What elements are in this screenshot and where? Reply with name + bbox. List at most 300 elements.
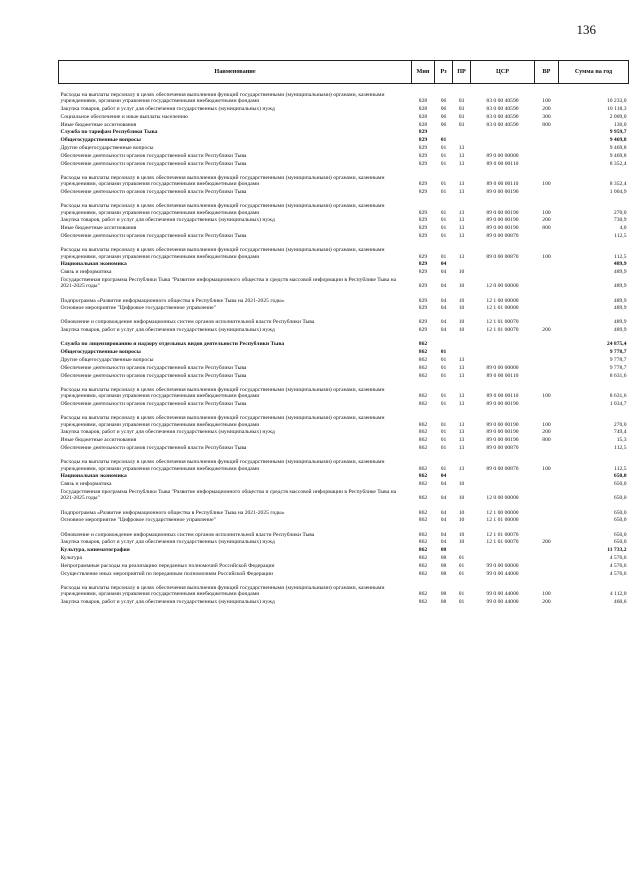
cell-name: Иные бюджетные ассигнования: [60, 225, 137, 232]
cell-rz: 04: [440, 327, 447, 334]
cell-name: Обеспечение деятельности органов государственной власти Республики Тыва: [60, 152, 247, 159]
table-row: [59, 224, 629, 232]
table-row: [59, 554, 629, 562]
cell-rz: 01: [440, 232, 447, 239]
cell-vr: [535, 128, 559, 136]
cell-csr: [471, 144, 535, 152]
table-row: [59, 444, 629, 452]
table-row: [59, 304, 629, 312]
cell-csr: 99 0 00 44000: [486, 570, 519, 577]
cell-min: 828: [418, 121, 428, 128]
cell-min: 862: [418, 357, 428, 364]
cell-rz: 06: [440, 98, 447, 105]
table-row: [59, 488, 629, 502]
cell-csr: [471, 128, 535, 136]
cell-rz: 04: [440, 539, 447, 546]
cell-pr: 13: [458, 372, 465, 379]
cell-rz: 04: [440, 495, 447, 502]
cell-name: Расходы на выплаты персоналу в целях обеспечения выполнения функций государственными (муниципальными) органами, казенными учреждениями, органами управления государственными внебюджетными фондами: [60, 415, 385, 428]
header-sum: Сумма на год: [559, 61, 629, 84]
cell-pr: 13: [458, 364, 465, 371]
cell-sum: 4 112,0: [609, 591, 627, 598]
cell-sum: 650,0: [613, 495, 627, 502]
cell-name: Другие общегосударственные вопросы: [60, 357, 154, 364]
cell-vr: [535, 356, 559, 364]
cell-sum: 112,5: [614, 465, 627, 472]
cell-min: 862: [418, 570, 428, 577]
cell-vr: [535, 188, 559, 196]
cell-rz: 01: [440, 253, 447, 260]
cell-rz: 08: [440, 562, 447, 569]
cell-sum: 10 118,3: [607, 105, 627, 112]
cell-name: Служба по лицензированию и надзору отдельных видов деятельности Республики Тыва: [60, 341, 285, 348]
cell-csr: 12 1 01 00070: [486, 539, 519, 546]
cell-min: 862: [418, 421, 428, 428]
table-row: [59, 569, 629, 577]
cell-csr: 89 0 00 00190: [486, 225, 519, 232]
cell-min: 829: [418, 137, 428, 144]
cell-name: Связь и информатика: [60, 269, 112, 276]
cell-csr: [471, 334, 535, 348]
cell-vr: [535, 546, 559, 554]
cell-csr: 89 0 00 00870: [486, 445, 519, 452]
cell-min: 862: [418, 531, 428, 538]
cell-min: 828: [418, 98, 428, 105]
table-row: [59, 195, 629, 216]
cell-vr: 200: [542, 539, 551, 546]
cell-rz: 04: [440, 297, 447, 304]
cell-pr: 13: [458, 393, 465, 400]
cell-name: Обновление и сопровождение информационных систем органов исполнительной власти Республики Тыва: [60, 531, 315, 538]
cell-pr: 13: [458, 357, 465, 364]
cell-name: Обеспечение деятельности органов государственной власти Республики Тыва: [60, 401, 247, 408]
table-row: [59, 239, 629, 260]
cell-min: 828: [418, 113, 428, 120]
cell-sum: 4 576,6: [609, 554, 627, 561]
cell-name: Иные бюджетные ассигнования: [60, 121, 137, 128]
cell-min: 829: [418, 232, 428, 239]
cell-sum: 112,5: [614, 253, 627, 260]
cell-csr: [471, 472, 535, 480]
cell-vr: [535, 159, 559, 167]
cell-name: Другие общегосударственные вопросы: [60, 144, 154, 151]
cell-name: Подпрограмма «Развитие информационного общества в Республике Тыва на 2021-2025 годы»: [60, 509, 285, 516]
cell-csr: 89 0 00 00870: [486, 232, 519, 239]
cell-vr: 100: [542, 591, 551, 598]
cell-vr: [535, 371, 559, 379]
cell-pr: 13: [458, 421, 465, 428]
cell-min: 829: [418, 209, 428, 216]
cell-pr: 01: [458, 554, 465, 561]
cell-csr: 99 0 00 44000: [486, 591, 519, 598]
cell-csr: 89 0 00 00190: [486, 188, 519, 195]
cell-pr: 01: [458, 562, 465, 569]
cell-sum: 9 469,8: [609, 144, 627, 151]
page-number: 136: [576, 22, 596, 37]
cell-csr: 89 0 00 00110: [486, 372, 519, 379]
cell-csr: [471, 136, 535, 144]
cell-min: 829: [418, 261, 428, 268]
cell-sum: 270,0: [613, 209, 627, 216]
cell-name: Основное мероприятие "Цифровое государственное управление": [60, 517, 216, 524]
cell-vr: [535, 569, 559, 577]
cell-vr: 800: [542, 121, 551, 128]
cell-rz: 01: [440, 357, 447, 364]
cell-pr: 01: [458, 598, 465, 605]
cell-rz: 08: [440, 570, 447, 577]
cell-rz: 01: [440, 137, 447, 144]
table-row: [59, 561, 629, 569]
cell-min: 829: [418, 269, 428, 276]
cell-name: Иные бюджетные ассигнования: [60, 437, 137, 444]
cell-name: Закупка товаров, работ и услуг для обеспечения государственных (муниципальных) нужд: [60, 327, 275, 334]
cell-rz: 01: [440, 217, 447, 224]
cell-csr: 12 1 00 00000: [486, 509, 519, 516]
cell-pr: 13: [458, 152, 465, 159]
table-row: [59, 216, 629, 224]
cell-min: 862: [418, 481, 428, 488]
cell-sum: 489,9: [613, 283, 627, 290]
cell-rz: 04: [440, 481, 447, 488]
cell-vr: [535, 554, 559, 562]
cell-name: Национальная экономика: [60, 473, 127, 480]
table-row: [59, 334, 629, 348]
cell-sum: 9 778,7: [609, 357, 627, 364]
table-row: [59, 312, 629, 326]
cell-sum: 2 009,0: [609, 113, 627, 120]
cell-rz: 04: [440, 319, 447, 326]
cell-csr: 99 0 00 44000: [486, 598, 519, 605]
cell-pr: 10: [458, 319, 465, 326]
cell-min: 829: [418, 305, 428, 312]
header-vr: ВР: [535, 61, 559, 84]
cell-rz: 01: [440, 364, 447, 371]
cell-pr: 03: [458, 105, 465, 112]
table-row: [59, 120, 629, 128]
cell-pr: [453, 136, 471, 144]
cell-vr: 100: [542, 209, 551, 216]
cell-min: 829: [418, 129, 428, 136]
table-row: [59, 105, 629, 113]
cell-sum: 650,0: [613, 481, 627, 488]
cell-rz: 04: [440, 517, 447, 524]
cell-name: Расходы на выплаты персоналу в целях обеспечения выполнения функций государственными (муниципальными) органами, казенными учреждениями, органами управления государственными внебюджетными фондами: [60, 247, 385, 260]
cell-sum: 15,3: [616, 437, 627, 444]
cell-name: Служба по тарифам Республики Тыва: [60, 129, 158, 136]
cell-vr: [535, 232, 559, 240]
cell-csr: [471, 260, 535, 268]
cell-rz: [435, 128, 453, 136]
cell-pr: 10: [458, 509, 465, 516]
cell-sum: 489,9: [613, 305, 627, 312]
cell-csr: 89 0 00 00190: [486, 217, 519, 224]
cell-vr: [535, 268, 559, 276]
cell-name: Обеспечение деятельности органов государственной власти Республики Тыва: [60, 364, 247, 371]
cell-pr: 13: [458, 144, 465, 151]
cell-sum: 489,9: [613, 269, 627, 276]
cell-pr: 03: [458, 98, 465, 105]
cell-rz: 04: [440, 305, 447, 312]
cell-sum: 4 576,6: [609, 570, 627, 577]
cell-pr: 13: [458, 232, 465, 239]
table-row: [59, 348, 629, 356]
cell-sum: 10 233,0: [606, 98, 627, 105]
cell-rz: 01: [440, 225, 447, 232]
cell-csr: 89 0 00 00110: [486, 393, 519, 400]
table-row: [59, 159, 629, 167]
cell-min: 862: [418, 539, 428, 546]
cell-rz: 04: [440, 269, 447, 276]
cell-rz: 01: [440, 160, 447, 167]
cell-csr: 89 0 00 00190: [486, 401, 519, 408]
cell-pr: 10: [458, 327, 465, 334]
cell-name: Общегосударственные вопросы: [60, 137, 141, 144]
cell-name: Расходы на выплаты персоналу в целях обеспечения выполнения функций государственными (муниципальными) органами, казенными учреждениями, органами управления государственными внебюджетными фондами: [60, 174, 385, 188]
cell-sum: 24 875,4: [606, 341, 627, 348]
cell-min: 862: [418, 401, 428, 408]
header-name: Наименование: [59, 61, 412, 84]
cell-vr: 200: [542, 598, 551, 605]
cell-pr: 13: [458, 225, 465, 232]
cell-vr: [535, 290, 559, 304]
cell-vr: [535, 472, 559, 480]
cell-vr: [535, 488, 559, 502]
cell-csr: 89 0 00 00870: [486, 465, 519, 472]
cell-csr: 89 0 00 00870: [486, 253, 519, 260]
cell-pr: 13: [458, 437, 465, 444]
cell-vr: [535, 276, 559, 290]
table-row: [59, 276, 629, 290]
cell-csr: 12 1 01 00000: [486, 305, 519, 312]
cell-pr: [453, 472, 471, 480]
cell-rz: 04: [440, 509, 447, 516]
cell-csr: [471, 348, 535, 356]
cell-name: Расходы на выплаты персоналу в целях обеспечения выполнения функций государственными (муниципальными) органами, казенными учреждениями, органами управления государственными внебюджетными фондами: [60, 91, 385, 105]
cell-sum: 112,5: [614, 445, 627, 452]
table-row: [59, 502, 629, 516]
cell-csr: [471, 268, 535, 276]
cell-csr: 89 0 00 00190: [486, 209, 519, 216]
table-row: [59, 326, 629, 334]
cell-pr: 10: [458, 517, 465, 524]
table-row: [59, 188, 629, 196]
cell-min: 862: [418, 473, 428, 480]
cell-pr: 10: [458, 269, 465, 276]
cell-min: 862: [418, 372, 428, 379]
cell-name: Национальная экономика: [60, 261, 127, 268]
cell-sum: 8 352,4: [609, 160, 627, 167]
cell-pr: 13: [458, 445, 465, 452]
cell-rz: 01: [440, 421, 447, 428]
cell-csr: 99 0 00 00000: [486, 562, 519, 569]
header-pr: ПР: [453, 61, 471, 84]
cell-name: Закупка товаров, работ и услуг для обеспечения государственных (муниципальных) нужд: [60, 217, 275, 224]
cell-name: Социальное обеспечение и иные выплаты населению: [60, 113, 188, 120]
cell-sum: 9 469,8: [609, 152, 627, 159]
cell-name: Закупка товаров, работ и услуг для обеспечения государственных (муниципальных) нужд: [60, 105, 275, 112]
cell-sum: 650,0: [613, 539, 627, 546]
table-row: [59, 151, 629, 159]
cell-rz: 01: [440, 152, 447, 159]
cell-min: 829: [418, 225, 428, 232]
table-row: [59, 436, 629, 444]
cell-csr: 12 0 00 00000: [486, 495, 519, 502]
cell-sum: 8 631,6: [609, 393, 627, 400]
cell-csr: 89 0 00 00110: [486, 181, 519, 188]
cell-min: 862: [418, 562, 428, 569]
cell-sum: 8 352,4: [609, 181, 627, 188]
table-row: [59, 84, 629, 105]
cell-csr: 89 0 00 00190: [486, 421, 519, 428]
table-row: [59, 407, 629, 428]
table-row: [59, 260, 629, 268]
cell-csr: 12 1 01 00070: [486, 327, 519, 334]
cell-vr: [535, 312, 559, 326]
cell-vr: 800: [542, 225, 551, 232]
cell-pr: 13: [458, 181, 465, 188]
cell-csr: 12 0 00 00000: [486, 283, 519, 290]
cell-min: 829: [418, 144, 428, 151]
cell-pr: 10: [458, 297, 465, 304]
cell-pr: 10: [458, 531, 465, 538]
cell-pr: 10: [458, 495, 465, 502]
cell-rz: 04: [440, 283, 447, 290]
cell-rz: 01: [440, 209, 447, 216]
cell-name: Государственная программа Республики Тыва "Развитие информационного общества и средств массовой информации в Республике Тыва на 2021-2025 годы": [60, 489, 397, 502]
cell-csr: 89 0 00 00000: [486, 364, 519, 371]
table-body: [59, 84, 629, 606]
cell-csr: [471, 480, 535, 488]
cell-sum: 9 469,8: [609, 137, 627, 144]
cell-name: Обеспечение деятельности органов государственной власти Республики Тыва: [60, 232, 247, 239]
cell-vr: 200: [542, 429, 551, 436]
cell-name: Обеспечение деятельности органов государственной власти Республики Тыва: [60, 372, 247, 379]
cell-name: Подпрограмма «Развитие информационного общества в Республике Тыва на 2021-2025 годы»: [60, 297, 285, 304]
table-row: [59, 516, 629, 524]
table-row: [59, 167, 629, 188]
cell-name: Связь и информатика: [60, 481, 112, 488]
cell-sum: 1 034,7: [609, 401, 627, 408]
cell-csr: 12 1 01 00070: [486, 531, 519, 538]
budget-table: [58, 60, 629, 605]
cell-csr: 12 1 01 00000: [486, 517, 519, 524]
cell-csr: 83 0 00 40590: [486, 113, 519, 120]
table-row: [59, 428, 629, 436]
cell-min: 829: [418, 283, 428, 290]
cell-min: 862: [418, 393, 428, 400]
cell-vr: [535, 260, 559, 268]
cell-rz: 01: [440, 401, 447, 408]
cell-pr: [453, 260, 471, 268]
cell-vr: [535, 400, 559, 408]
cell-min: 862: [418, 341, 428, 348]
cell-name: Расходы на выплаты персоналу в целях обеспечения выполнения функций государственными (муниципальными) органами, казенными учреждениями, органами управления государственными внебюджетными фондами: [60, 459, 385, 472]
cell-name: Государственная программа Республики Тыва "Развитие информационного общества и средств массовой информации в Республике Тыва на 2021-2025 годы": [60, 276, 397, 290]
cell-pr: 01: [458, 591, 465, 598]
cell-name: Общегосударственные вопросы: [60, 349, 141, 356]
cell-vr: [535, 516, 559, 524]
cell-rz: 04: [440, 473, 447, 480]
cell-name: Обновление и сопровождение информационных систем органов исполнительной власти Республики Тыва: [60, 319, 315, 326]
cell-name: Обеспечение деятельности органов государственной власти Республики Тыва: [60, 188, 247, 195]
cell-name: Обеспечение деятельности органов государственной власти Республики Тыва: [60, 445, 247, 452]
cell-vr: 100: [542, 393, 551, 400]
cell-csr: 83 0 00 40590: [486, 98, 519, 105]
cell-min: 862: [418, 598, 428, 605]
cell-sum: 489,9: [613, 297, 627, 304]
cell-sum: 489,9: [613, 319, 627, 326]
table-row: [59, 480, 629, 488]
cell-pr: 03: [458, 121, 465, 128]
cell-sum: 460,6: [613, 598, 627, 605]
cell-sum: 11 733,2: [607, 547, 627, 554]
cell-sum: 730,9: [613, 217, 627, 224]
cell-rz: 01: [440, 372, 447, 379]
cell-pr: [453, 348, 471, 356]
cell-name: Обеспечение деятельности органов государственной власти Республики Тыва: [60, 160, 247, 167]
cell-min: 862: [418, 495, 428, 502]
cell-sum: 4 576,6: [609, 562, 627, 569]
cell-pr: [453, 128, 471, 136]
cell-pr: 13: [458, 209, 465, 216]
cell-vr: 100: [542, 253, 551, 260]
cell-min: 862: [418, 429, 428, 436]
cell-pr: [453, 546, 471, 554]
cell-name: Закупка товаров, работ и услуг для обеспечения государственных (муниципальных) нужд: [60, 539, 275, 546]
cell-min: 862: [418, 349, 428, 356]
cell-csr: 89 0 00 00190: [486, 429, 519, 436]
cell-pr: 10: [458, 539, 465, 546]
cell-vr: [535, 144, 559, 152]
table-row: [59, 451, 629, 472]
table-row: [59, 232, 629, 240]
cell-pr: 13: [458, 160, 465, 167]
table-row: [59, 400, 629, 408]
cell-sum: 1 004,9: [609, 188, 627, 195]
cell-vr: 200: [542, 327, 551, 334]
cell-sum: 8 631,6: [609, 372, 627, 379]
cell-name: Основное мероприятие "Цифровое государственное управление": [60, 305, 216, 312]
table-row: [59, 136, 629, 144]
cell-min: 829: [418, 188, 428, 195]
cell-min: 829: [418, 319, 428, 326]
cell-min: 829: [418, 217, 428, 224]
cell-min: 829: [418, 297, 428, 304]
cell-pr: 13: [458, 253, 465, 260]
cell-name: Культура: [60, 554, 82, 561]
table-row: [59, 268, 629, 276]
cell-csr: [471, 356, 535, 364]
cell-rz: 01: [440, 144, 447, 151]
cell-rz: 01: [440, 445, 447, 452]
table-row: [59, 546, 629, 554]
header-rz: Рз: [435, 61, 453, 84]
cell-pr: 10: [458, 305, 465, 312]
table-row: [59, 356, 629, 364]
cell-min: 862: [418, 437, 428, 444]
cell-pr: 13: [458, 217, 465, 224]
table-row: [59, 577, 629, 598]
cell-vr: [535, 524, 559, 538]
table-row: [59, 524, 629, 538]
cell-vr: [535, 363, 559, 371]
cell-vr: [535, 561, 559, 569]
cell-name: Осуществление иных мероприятий по переданным полномочиям Российской Федерации: [60, 570, 274, 577]
cell-min: 862: [418, 554, 428, 561]
cell-rz: 06: [440, 105, 447, 112]
cell-rz: 04: [440, 261, 447, 268]
cell-vr: 100: [542, 465, 551, 472]
